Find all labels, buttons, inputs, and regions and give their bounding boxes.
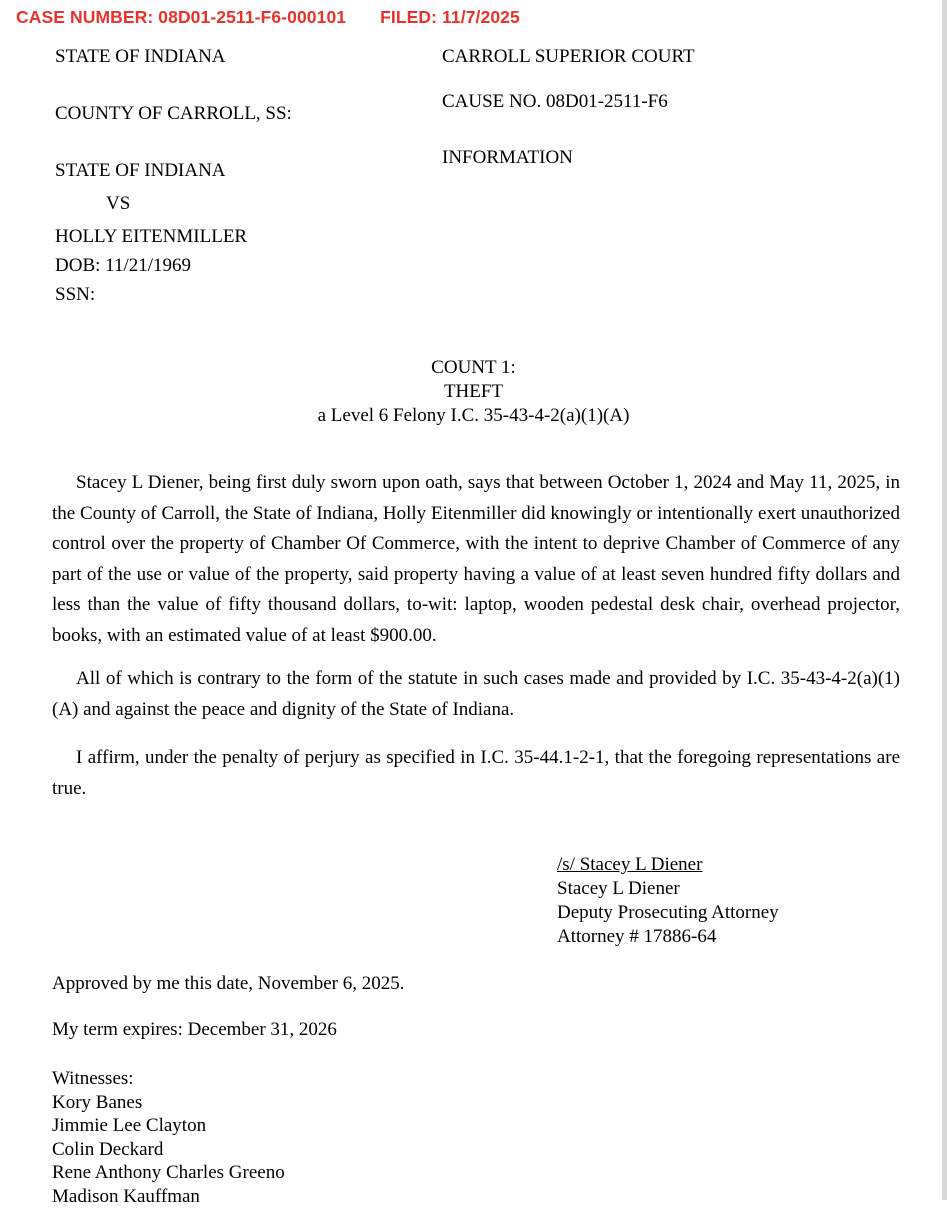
case-number: CASE NUMBER: 08D01-2511-F6-000101 <box>16 7 346 27</box>
defendant-ssn: SSN: <box>55 283 95 307</box>
document-type: INFORMATION <box>442 146 573 170</box>
witness-name: Rene Anthony Charles Greeno <box>52 1161 285 1185</box>
statute-paragraph: All of which is contrary to the form of the statute in such cases made and provided by I.C. 35-43-4-2(a)(1)(A) and against the peace and dignity of the State of Indiana. <box>52 664 900 725</box>
attorney-number: Attorney # 17886-64 <box>557 925 716 949</box>
caption-county: COUNTY OF CARROLL, SS: <box>55 102 292 126</box>
witness-name: Kory Banes <box>52 1091 285 1115</box>
affirmation-paragraph: I affirm, under the penalty of perjury as specified in I.C. 35-44.1-2-1, that the foregoing representations are true. <box>52 743 900 804</box>
count-offense: THEFT <box>0 380 947 404</box>
page-edge <box>942 0 947 1200</box>
witness-name: Madison Kauffman <box>52 1185 285 1208</box>
term-expiry: My term expires: December 31, 2026 <box>52 1018 337 1042</box>
witness-name: Colin Deckard <box>52 1138 285 1162</box>
witnesses-heading: Witnesses: <box>52 1067 285 1091</box>
count-statute: a Level 6 Felony I.C. 35-43-4-2(a)(1)(A) <box>0 404 947 428</box>
versus: VS <box>106 192 130 216</box>
charge-paragraph: Stacey L Diener, being first duly sworn upon oath, says that between October 1, 2024 and May 11, 2025, in the County of Carroll, the State of Indiana, Holly Eitenmiller did knowingly or intentionally exert unauthorized control over the property of Chamber Of Commerce, with the intent to deprive Chamber of Commerce of any part of the use or value of the property, said property having a value of at least seven hundred fifty dollars and less than the value of fifty thousand dollars, to-wit: laptop, wooden pedestal desk chair, overhead projector, books, with an estimated value of at least $900.00. <box>52 468 900 651</box>
defendant-name: HOLLY EITENMILLER <box>55 225 247 249</box>
signer-name: Stacey L Diener <box>557 877 680 901</box>
plaintiff: STATE OF INDIANA <box>55 159 226 183</box>
signer-title: Deputy Prosecuting Attorney <box>557 901 779 925</box>
count-number: COUNT 1: <box>0 356 947 380</box>
witness-name: Jimmie Lee Clayton <box>52 1114 285 1138</box>
electronic-signature: /s/ Stacey L Diener <box>557 853 702 877</box>
court-name: CARROLL SUPERIOR COURT <box>442 45 695 69</box>
filed-date: FILED: 11/7/2025 <box>380 7 520 27</box>
cause-number: CAUSE NO. 08D01-2511-F6 <box>442 90 668 114</box>
defendant-dob: DOB: 11/21/1969 <box>55 254 191 278</box>
caption-state: STATE OF INDIANA <box>55 45 226 69</box>
witness-list <box>52 1067 285 1208</box>
filing-stamp <box>16 7 520 28</box>
approval-line: Approved by me this date, November 6, 2025. <box>52 972 404 996</box>
